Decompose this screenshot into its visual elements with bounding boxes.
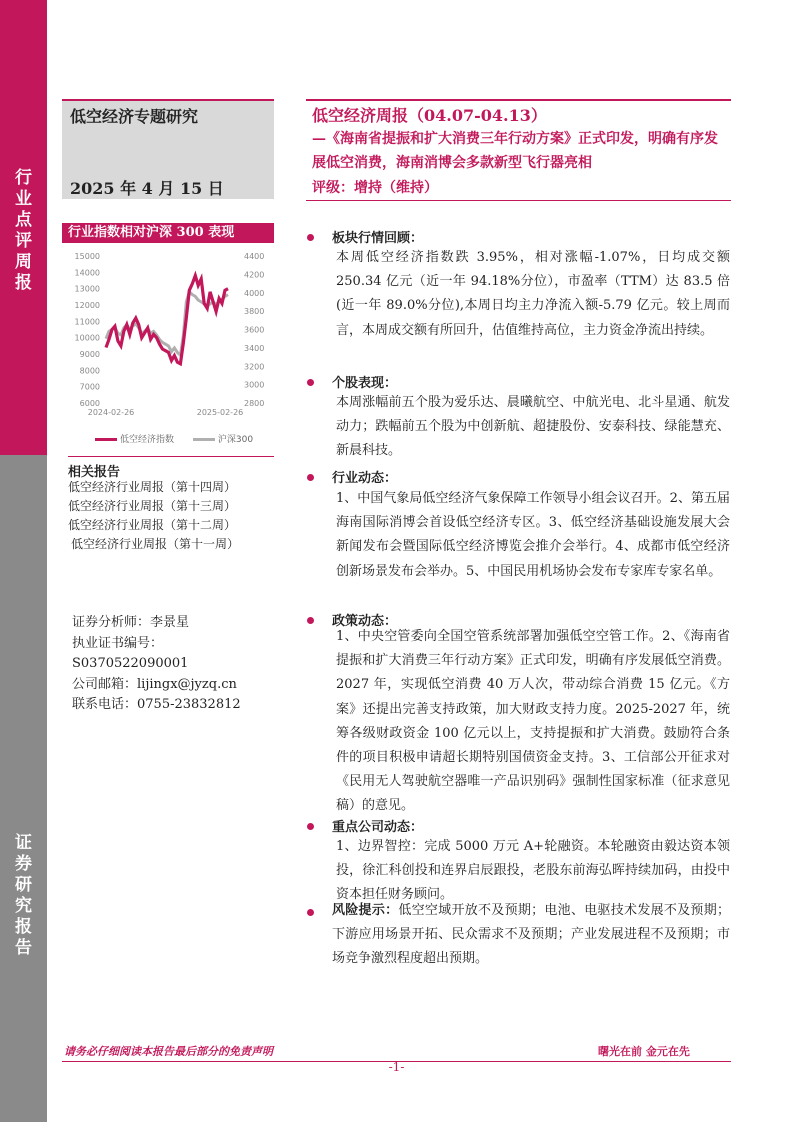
analyst-phone: 联系电话：0755-23832812 xyxy=(72,697,241,712)
section-body-policy: 1、中央空管委向全国空管系统部署加强低空空管工作。2、《海南省提振和扩大消费三年行动方案》正式印发，明确有序发展低空消费。2027 年，实现低空消费 40 万人次，带动综合消费 15 亿元。《方案》还提出完善支持政策，加大财政支持力度。2025-2027 年，统筹各级财政资金 100 亿元以上，支持提振和扩大消费。鼓励符合条件的项目积极申请超长期特别国债资金支持。3、工信部公开征求对《民用无人驾驶航空器唯一产品识别码》强制性国家标准（征求意见稿）的意见。 xyxy=(336,629,730,814)
y-left-tick-label: 10000 xyxy=(74,333,100,343)
related-report-link[interactable]: 低空经济行业周报（第十二周） xyxy=(68,518,237,532)
section-body-stocks: 本周涨幅前五个股为爱乐达、晨曦航空、中航光电、北斗星通、航发动力；跌幅前五个股为中创新航、超捷股份、安泰科技、绿能慧充、新晨科技。 xyxy=(336,395,730,459)
index-performance-chart xyxy=(62,246,274,428)
y-right-tick-label: 3200 xyxy=(244,362,265,372)
y-right-tick-label: 4400 xyxy=(244,252,265,261)
title-rule-bottom xyxy=(306,200,731,201)
y-left-tick-label: 15000 xyxy=(74,252,100,261)
section-title-policy: 政策动态： xyxy=(332,614,398,629)
bullet-icon xyxy=(307,474,314,481)
related-report-link[interactable]: 低空经济行业周报（第十三周） xyxy=(68,499,237,513)
sidebar-char: 评 xyxy=(15,231,32,251)
section-body-industry: 1、中国气象局低空经济气象保障工作领导小组会议召开。2、第五届海南国际消博会首设低空经济专区。3、低空经济基础设施发展大会新闻发布会暨国际低空经济博览会推介会举行。4、成都市低空经济创新场景发布会举办。5、中国民用机场协会发布专家库专家名单。 xyxy=(336,491,730,579)
rating-label: 评级：增持（维持） xyxy=(312,180,438,196)
sidebar-char: 行 xyxy=(15,168,32,188)
report-title: 低空经济周报（04.07-04.13） xyxy=(312,106,547,125)
y-left-tick-label: 6000 xyxy=(79,399,100,408)
analyst-email: 公司邮箱：lijingx@jyzq.cn xyxy=(72,676,237,692)
sidebar-char: 业 xyxy=(15,189,32,209)
related-reports-list xyxy=(68,478,239,554)
y-left-tick-label: 12000 xyxy=(74,301,100,310)
title-rule-top xyxy=(306,99,731,101)
section-body-risk: 低空空域开放不及预期；电池、电驱技术发展不及预期；下游应用场景开拓、民众需求不及预期；产业发展进程不及预期；市场竞争激烈程度超出预期。 xyxy=(332,903,730,967)
y-left-tick-label: 8000 xyxy=(79,366,100,376)
related-report-link[interactable]: 低空经济行业周报（第十一周） xyxy=(71,537,240,551)
legend-label: 低空经济指数 xyxy=(120,435,175,445)
y-right-tick-label: 3800 xyxy=(244,307,265,317)
report-date: 2025 年 4 月 15 日 xyxy=(70,179,224,198)
bullet-icon xyxy=(307,234,314,241)
sidebar-char: 告 xyxy=(15,938,32,958)
legend-label: 沪深300 xyxy=(217,435,254,445)
bullet-icon xyxy=(307,379,314,386)
disclaimer-note: 请务必仔细阅读本报告最后部分的免责声明 xyxy=(64,1045,273,1058)
y-right-tick-label: 3600 xyxy=(244,325,265,335)
x-tick-label: 2024-02-26 xyxy=(87,408,135,417)
analyst-info xyxy=(72,613,241,716)
related-report-link[interactable]: 低空经济行业周报（第十四周） xyxy=(68,480,237,494)
report-subtitle: —《海南省提振和扩大消费三年行动方案》正式印发，明确有序发展低空消费，海南消博会多款新型飞行器亮相 xyxy=(312,131,718,171)
sidebar-char: 研 xyxy=(15,875,32,895)
topic-box-rule xyxy=(62,99,274,101)
chart-legend xyxy=(95,432,269,445)
section-body-company: 1、边界智控：完成 5000 万元 A+轮融资。本轮融资由毅达资本领投，徐汇科创投和连界启辰跟投，老股东前海弘晖持续加码，由投中资本担任财务顾问。 xyxy=(336,839,730,903)
sidebar-report-type-label xyxy=(0,168,47,294)
legend-swatch xyxy=(193,438,215,441)
sidebar-char: 点 xyxy=(15,210,32,230)
y-left-tick-label: 9000 xyxy=(79,350,100,359)
legend-item-low-altitude xyxy=(95,435,174,445)
topic-title: 低空经济专题研究 xyxy=(70,107,199,126)
sidebar-char: 究 xyxy=(15,896,32,916)
sidebar-char: 周 xyxy=(15,252,32,272)
section-title-industry: 行业动态： xyxy=(332,471,398,486)
y-left-tick-label: 14000 xyxy=(74,268,100,278)
sidebar-char: 报 xyxy=(15,273,32,293)
sidebar-bottom-band xyxy=(0,455,47,1122)
y-left-tick-label: 13000 xyxy=(74,284,100,294)
series-line-low-altitude xyxy=(106,276,228,364)
legend-swatch xyxy=(95,438,117,441)
section-risk xyxy=(332,899,730,972)
section-body-market: 本周低空经济指数跌 3.95%，相对涨幅-1.07%，日均成交额 250.34 亿元（近一年 94.18%分位），市盈率（TTM）达 83.5 倍(近一年 89.0%分位),本周日均主力净流入额-5.79 亿元。较上周而言，本周成交额有所回升，估值维持高位，主力资金净流出持续。 xyxy=(336,250,730,338)
chart-header: 行业指数相对沪深 300 表现 xyxy=(62,223,274,243)
sidebar-char: 券 xyxy=(15,854,32,874)
section-title-market: 板块行情回顾： xyxy=(332,231,424,246)
section-title-risk: 风险提示： xyxy=(332,903,399,918)
y-right-tick-label: 4000 xyxy=(244,288,265,298)
cert-number: S0370522090001 xyxy=(72,656,189,671)
y-left-tick-label: 11000 xyxy=(74,317,100,327)
cert-label: 执业证书编号： xyxy=(72,635,164,651)
page-number: -1- xyxy=(388,1060,405,1074)
sidebar-char: 报 xyxy=(15,917,32,937)
y-right-tick-label: 3400 xyxy=(244,343,265,353)
x-tick-label: 2025-02-26 xyxy=(196,408,244,417)
sidebar-research-label xyxy=(0,833,47,959)
bullet-icon xyxy=(307,823,314,830)
analyst-name: 证券分析师：李景星 xyxy=(72,615,190,630)
section-title-stocks: 个股表现： xyxy=(332,376,398,391)
legend-item-hs300 xyxy=(193,435,253,445)
y-right-tick-label: 3000 xyxy=(244,380,265,390)
y-right-tick-label: 2800 xyxy=(244,399,265,408)
y-right-tick-label: 4200 xyxy=(244,270,265,280)
related-reports-title: 相关报告 xyxy=(68,456,274,480)
bullet-icon xyxy=(307,617,314,624)
y-left-tick-label: 7000 xyxy=(79,382,100,392)
bullet-icon xyxy=(307,909,314,916)
company-slogan: 曙光在前 金元在先 xyxy=(598,1045,690,1058)
sidebar-char: 证 xyxy=(15,833,32,853)
section-title-company: 重点公司动态： xyxy=(332,820,424,835)
